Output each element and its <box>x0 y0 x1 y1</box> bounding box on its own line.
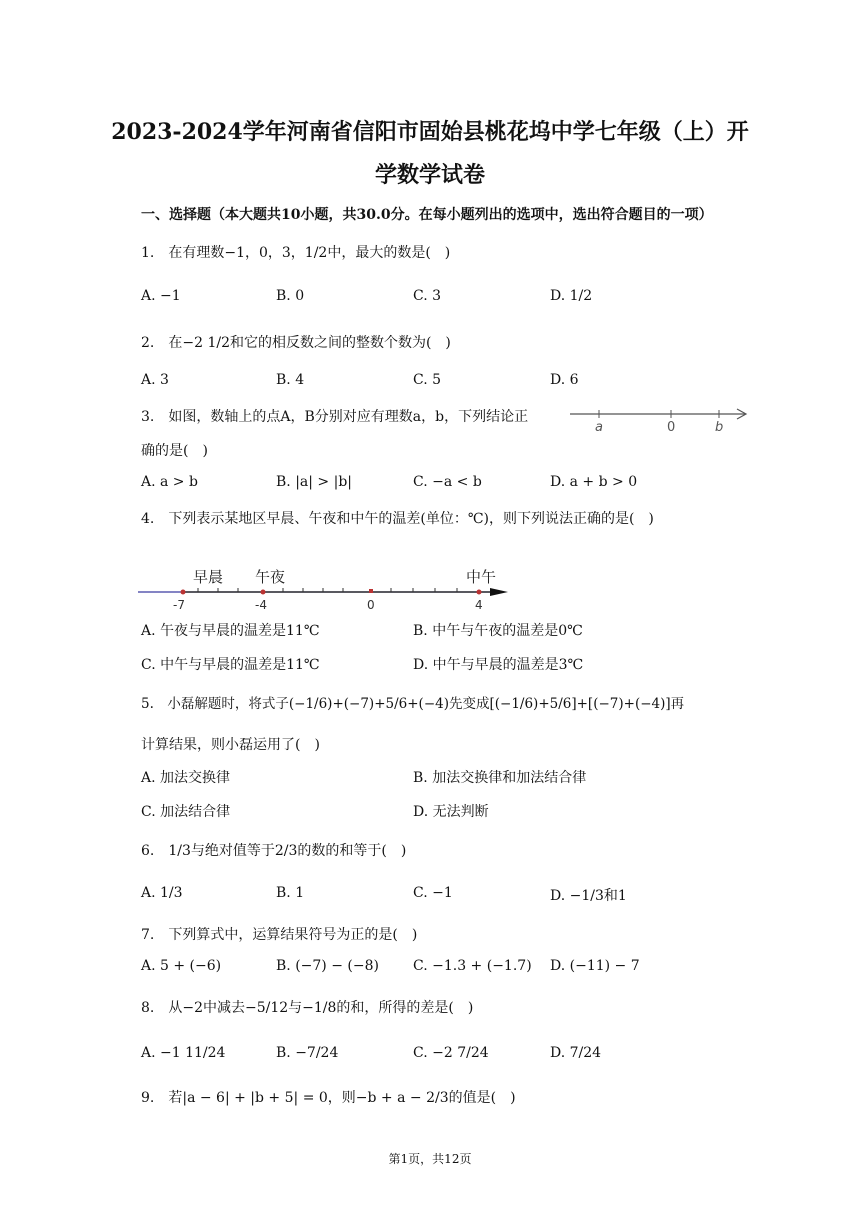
q3-option-b: B. |a| > |b| <box>276 474 352 490</box>
q1-option-d: D. 1/2 <box>550 288 593 304</box>
q8-option-c: C. −2 7/24 <box>413 1045 489 1061</box>
q7-option-a: A. 5 + (−6) <box>141 958 222 974</box>
q3-label-b: b <box>715 420 724 435</box>
question-4-stem: 4. 下列表示某地区早晨、午夜和中午的温差(单位：℃)，则下列说法正确的是( ) <box>141 511 654 527</box>
q4-option-d: D. 中午与早晨的温差是3℃ <box>413 657 584 673</box>
q3-number-line <box>565 400 755 436</box>
question-9-stem: 9. 若|a − 6| + |b + 5| = 0，则−b + a − 2/3的值是( ) <box>141 1090 516 1106</box>
q3-option-c: C. −a < b <box>413 474 482 490</box>
q2-option-c: C. 5 <box>413 372 442 388</box>
q4-option-c: C. 中午与早晨的温差是11℃ <box>141 657 320 673</box>
q3-option-d: D. a + b > 0 <box>550 474 638 490</box>
question-1-stem: 1. 在有理数−1，0，3，1/2中，最大的数是( ) <box>141 245 451 261</box>
q4-temperature-line <box>138 560 518 616</box>
page-footer: 第1页，共12页 <box>388 1152 472 1166</box>
q3-option-a: A. a > b <box>141 474 198 490</box>
q4-tick-neg4: -4 <box>255 598 267 612</box>
question-5-stem-2: 计算结果，则小磊运用了( ) <box>141 737 320 753</box>
q2-option-d: D. 6 <box>550 372 579 388</box>
q1-option-a: A. −1 <box>141 288 181 304</box>
question-3-stem-2: 确的是( ) <box>141 443 208 459</box>
q6-option-a: A. 1/3 <box>141 885 183 901</box>
title-line-1: 2023-2024学年河南省信阳市固始县桃花坞中学七年级（上）开 <box>111 119 749 145</box>
q5-option-a: A. 加法交换律 <box>141 770 231 786</box>
question-7-stem: 7. 下列算式中，运算结果符号为正的是( ) <box>141 927 418 943</box>
question-8-stem: 8. 从−2中减去−5/12与−1/8的和，所得的差是( ) <box>141 1000 474 1016</box>
q4-label-morning: 早晨 <box>193 568 224 586</box>
question-3-stem-1: 3. 如图，数轴上的点A，B分别对应有理数a，b，下列结论正 <box>141 409 529 425</box>
q1-option-b: B. 0 <box>276 288 305 304</box>
q5-option-b: B. 加法交换律和加法结合律 <box>413 770 587 786</box>
q4-tick-0: 0 <box>367 598 375 612</box>
q1-option-c: C. 3 <box>413 288 442 304</box>
q4-option-a: A. 午夜与早晨的温差是11℃ <box>141 623 320 639</box>
q6-option-b: B. 1 <box>276 885 305 901</box>
q5-option-d: D. 无法判断 <box>413 804 489 820</box>
q8-option-d: D. 7/24 <box>550 1045 602 1061</box>
q4-tick-4: 4 <box>475 598 483 612</box>
q3-label-a: a <box>595 420 603 435</box>
q8-option-a: A. −1 11/24 <box>141 1045 226 1061</box>
q6-option-d: D. −1/3和1 <box>550 888 627 904</box>
q8-option-b: B. −7/24 <box>276 1045 339 1061</box>
q5-option-c: C. 加法结合律 <box>141 804 231 820</box>
question-6-stem: 6. 1/3与绝对值等于2/3的数的和等于( ) <box>141 843 407 859</box>
title-line-2: 学数学试卷 <box>374 162 485 188</box>
q2-option-a: A. 3 <box>141 372 169 388</box>
q6-option-c: C. −1 <box>413 885 453 901</box>
q2-option-b: B. 4 <box>276 372 305 388</box>
q7-option-c: C. −1.3 + (−1.7) <box>413 958 532 974</box>
q4-label-midnight: 午夜 <box>255 568 286 586</box>
q4-option-b: B. 中午与午夜的温差是0℃ <box>413 623 583 639</box>
question-5-stem-1: 5. 小磊解题时，将式子(−1/6)+(−7)+5/6+(−4)先变成[(−1/6)+5/6]+[(−7)+(−4)]再 <box>141 696 685 712</box>
q7-option-b: B. (−7) − (−8) <box>276 958 379 974</box>
section-heading: 一、选择题（本大题共10小题，共30.0分。在每小题列出的选项中，选出符合题目的一项） <box>141 207 713 223</box>
q3-label-0: 0 <box>667 420 676 435</box>
q4-label-noon: 中午 <box>466 568 497 586</box>
q4-tick-neg7: -7 <box>173 598 185 612</box>
question-2-stem: 2. 在−2 1/2和它的相反数之间的整数个数为( ) <box>141 335 451 351</box>
q7-option-d: D. (−11) − 7 <box>550 958 640 974</box>
